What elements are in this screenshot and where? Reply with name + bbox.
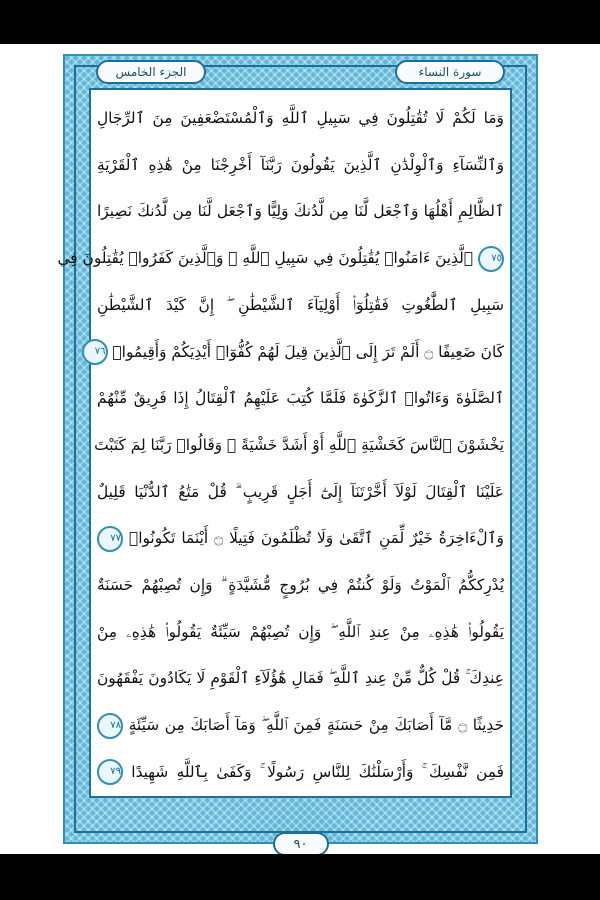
text-line-12: يَقُولُوا۟ هَٰذِهِۦ مِنْ عِندِ ٱللَّهِ ۖ وَإِن تُصِبْهُمْ سَيِّئَةٌ يَقُولُوا۟ هَٰذِهِۦ مِنْ bbox=[97, 622, 504, 641]
page-number: ٩٠ bbox=[273, 832, 329, 856]
verse-lines bbox=[57, 102, 504, 788]
text-line-10-content: وَٱلْءَاخِرَةُ خَيْرٌ لِّمَنِ ٱتَّقَىٰ وَلَا تُظْلَمُونَ فَتِيلًا ۝ أَيْنَمَا تَكُونُوا۟ bbox=[128, 529, 504, 548]
quran-text-panel bbox=[57, 88, 512, 798]
text-line-7: ٱلصَّلَوٰةَ وَءَاتُوا۟ ٱلزَّكَوٰةَ فَلَمَّا كُتِبَ عَلَيْهِمُ ٱلْقِتَالُ إِذَا فَرِيقٌ مِّنْهُمْ bbox=[97, 389, 504, 408]
text-line-11: يُدْرِككُّمُ ٱلْمَوْتُ وَلَوْ كُنتُمْ فِي بُرُوجٍ مُّشَيَّدَةٍ ۗ وَإِن تُصِبْهُمْ حَسَنَةٌ bbox=[97, 576, 504, 595]
text-line-4-content: ٱلَّذِينَ ءَامَنُوا۟ يُقَٰتِلُونَ فِي سَبِيلِ ٱللَّهِ ۖ وَٱلَّذِينَ كَفَرُوا۟ يُقَٰتِلُونَ فِي bbox=[57, 249, 474, 268]
text-line-4 bbox=[57, 242, 504, 274]
surah-label: سورة النساء bbox=[395, 60, 505, 84]
bottom-black-bar bbox=[0, 854, 600, 900]
ayah-marker-77: ٧٧ bbox=[97, 526, 123, 552]
ayah-marker-76: ٧٦ bbox=[82, 339, 108, 365]
text-line-15 bbox=[97, 756, 504, 788]
mushaf-page bbox=[53, 46, 548, 852]
text-line-1: وَمَا لَكُمْ لَا تُقَٰتِلُونَ فِي سَبِيلِ ٱللَّهِ وَٱلْمُسْتَضْعَفِينَ مِنَ ٱلرِّجَالِ bbox=[97, 109, 504, 127]
text-line-6 bbox=[94, 336, 504, 368]
text-line-6-content: كَانَ ضَعِيفًا ۝ أَلَمْ تَرَ إِلَى ٱلَّذِينَ قِيلَ لَهُمْ كُفُّوٓا۟ أَيْدِيَكُمْ وَأَقِيمُوا۟ bbox=[112, 342, 504, 361]
juz-label: الجزء الخامس bbox=[96, 60, 206, 84]
text-line-5: سَبِيلِ ٱلطَّٰغُوتِ فَقَٰتِلُوٓا۟ أَوْلِيَآءَ ٱلشَّيْطَٰنِ ۖ إِنَّ كَيْدَ ٱلشَّيْطَٰنِ bbox=[97, 295, 504, 314]
text-line-15-content: فَمِن نَّفْسِكَ ۚ وَأَرْسَلْنَٰكَ لِلنَّاسِ رَسُولًا ۚ وَكَفَىٰ بِٱللَّهِ شَهِيدًا bbox=[131, 762, 504, 781]
text-line-14 bbox=[97, 709, 504, 741]
ayah-marker-78: ٧٨ bbox=[97, 713, 123, 739]
text-line-2: وَٱلنِّسَآءِ وَٱلْوِلْدَٰنِ ٱلَّذِينَ يَقُولُونَ رَبَّنَآ أَخْرِجْنَا مِنْ هَٰذِهِ ٱلْقَرْيَةِ bbox=[97, 155, 504, 174]
text-line-10 bbox=[97, 522, 504, 554]
ayah-marker-79: ٧٩ bbox=[97, 759, 123, 785]
top-black-bar bbox=[0, 0, 600, 44]
text-line-9: عَلَيْنَا ٱلْقِتَالَ لَوْلَآ أَخَّرْتَنَآ إِلَىٰٓ أَجَلٍ قَرِيبٍ ۗ قُلْ مَتَٰعُ ٱلدُّنْيَا قَلِيلٌ bbox=[97, 482, 504, 501]
text-line-13: عِندِكَ ۚ قُلْ كُلٌّ مِّنْ عِندِ ٱللَّهِ ۖ فَمَالِ هَٰٓؤُلَآءِ ٱلْقَوْمِ لَا يَكَادُونَ يَفْقَهُونَ bbox=[97, 669, 504, 688]
text-line-8: يَخْشَوْنَ ٱلنَّاسَ كَخَشْيَةِ ٱللَّهِ أَوْ أَشَدَّ خَشْيَةً ۚ وَقَالُوا۟ رَبَّنَا لِمَ كَتَبْتَ bbox=[94, 435, 504, 454]
text-line-14-content: حَدِيثًا ۝ مَّآ أَصَابَكَ مِنْ حَسَنَةٍ فَمِنَ ٱللَّهِ ۖ وَمَآ أَصَابَكَ مِن سَيِّئَةٍ bbox=[128, 716, 504, 735]
ayah-marker-75: ٧٥ bbox=[478, 246, 504, 272]
text-line-3: ٱلظَّالِمِ أَهْلُهَا وَٱجْعَل لَّنَا مِن لَّدُنكَ وَلِيًّا وَٱجْعَل لَّنَا مِن لَّدُنكَ نَصِيرًا bbox=[97, 202, 504, 221]
